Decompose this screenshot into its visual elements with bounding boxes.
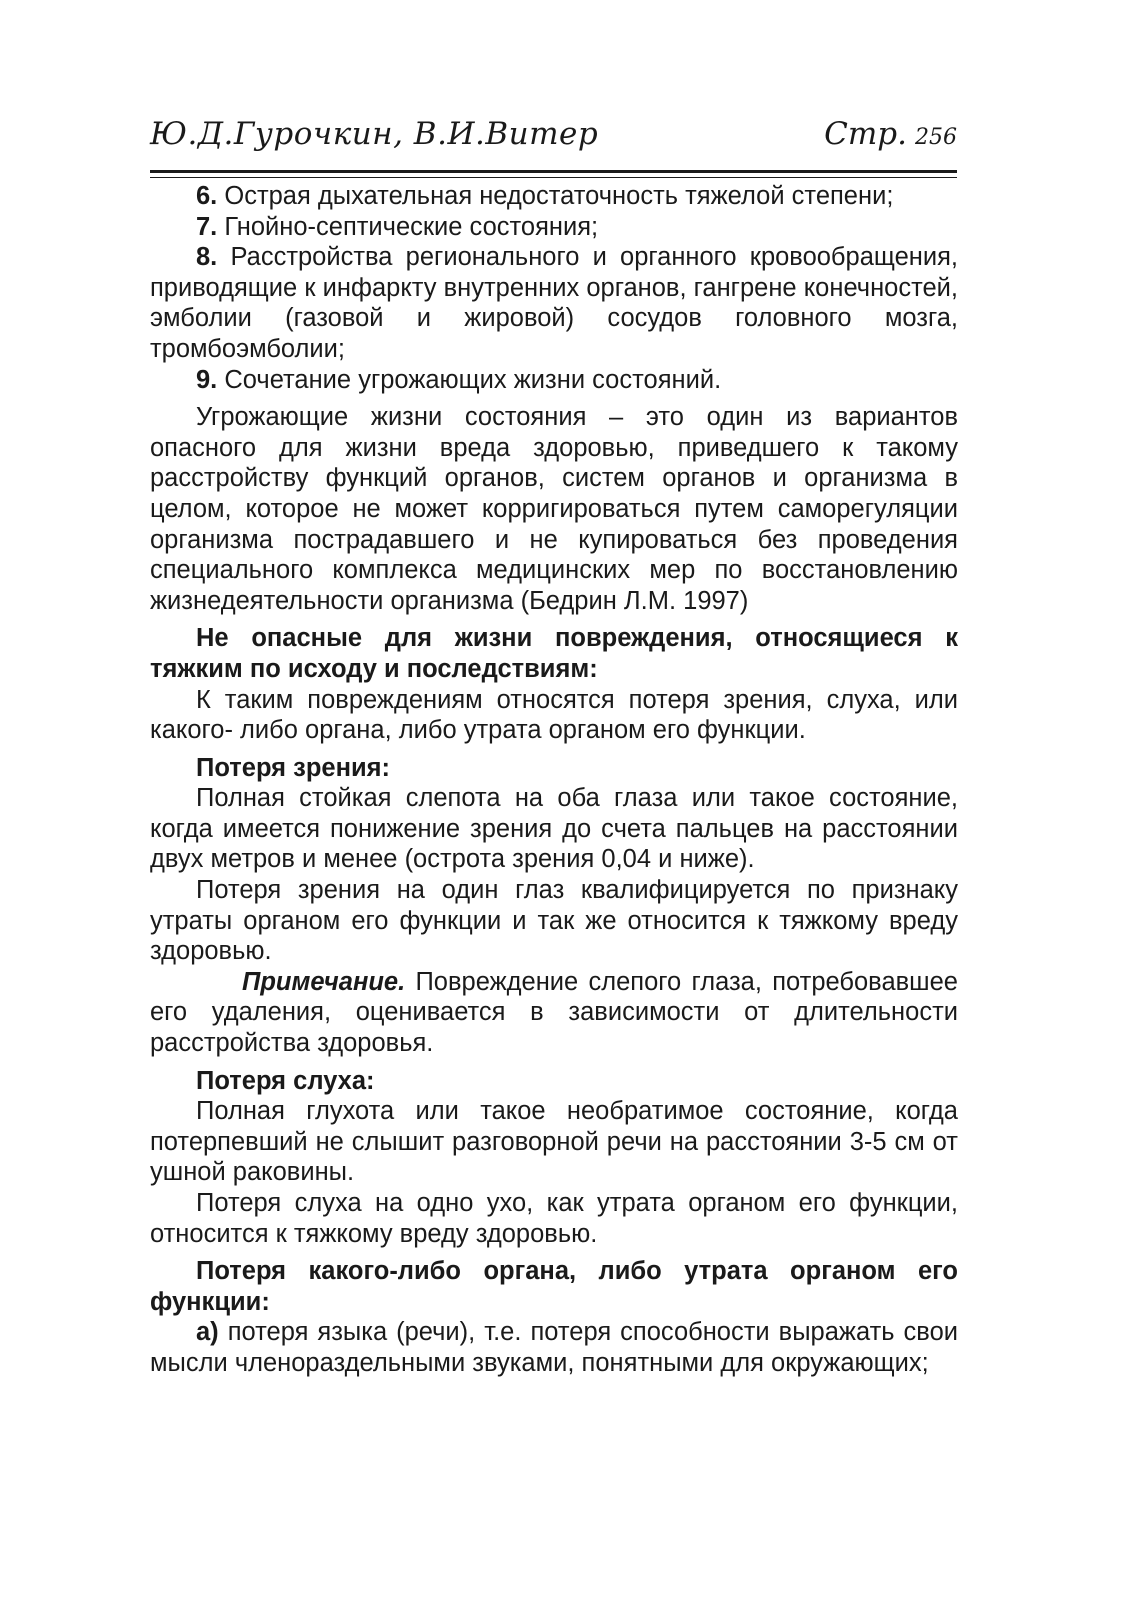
list-item-a bbox=[150, 1317, 958, 1378]
list-item-7 bbox=[150, 212, 958, 243]
heading-nonfatal-injuries: Не опасные для жизни повреждения, относящиеся к тяжким по исходу и последствиям: bbox=[150, 624, 958, 683]
list-number: 6. bbox=[196, 182, 218, 210]
vision-paragraph-2: Потеря зрения на один глаз квалифицируется по признаку утраты органом его функции и так же относится к тяжкому вреду здоровью. bbox=[150, 876, 958, 966]
list-number: 9. bbox=[196, 365, 218, 394]
page-content bbox=[150, 181, 958, 1379]
header-rule-thin bbox=[150, 177, 957, 178]
threatening-states-paragraph: Угрожающие жизни состояния – это один из вариантов опасного для жизни вреда здоровью, приведшего к такому расстройству функций органов, систем органов и организма в целом, которое не может корригироваться путем саморегуляции организма пострадавшего и не купироваться без проведения специального комплекса медицинских мер по восстановлению жизнедеятельности организма (Бедрин Л.М. 1997) bbox=[150, 403, 958, 615]
header-authors: Ю.Д.Гурочкин, В.И.Витер bbox=[150, 116, 599, 152]
page-number: 256 bbox=[915, 125, 957, 150]
nonfatal-paragraph: К таким повреждениям относятся потеря зрения, слуха, или какого- либо органа, либо утрата органом его функции. bbox=[150, 685, 958, 745]
list-text: потеря языка (речи), т.е. потеря способности выражать свои мысли членораздельными звуками, понятными для окружающих; bbox=[150, 1318, 958, 1377]
list-number: 7. bbox=[196, 212, 218, 241]
note-text: Повреждение слепого глаза, потребовавшее его удаления, оценивается в зависимости от длительности расстройства здоровья. bbox=[150, 967, 958, 1058]
list-text: Расстройства регионального и органного кровообращения, приводящие к инфаркту внутренних органов, гангрене конечностей, эмболии (газовой и жировой) сосудов головного мозга, тромбоэмболии; bbox=[150, 243, 958, 363]
list-letter: а) bbox=[196, 1318, 219, 1347]
list-number: 8. bbox=[196, 243, 218, 272]
list-text: Острая дыхательная недостаточность тяжелой степени; bbox=[217, 182, 894, 210]
page-label: Стр. bbox=[824, 116, 907, 152]
hearing-paragraph-2: Потеря слуха на одно ухо, как утрата органом его функции, относится к тяжкому вреду здоровью. bbox=[150, 1189, 958, 1248]
vision-paragraph-1: Полная стойкая слепота на оба глаза или такое состояние, когда имеется понижение зрения до счета пальцев на расстоянии двух метров и менее (острота зрения 0,04 и ниже). bbox=[150, 784, 958, 874]
note-paragraph bbox=[150, 967, 958, 1059]
list-item-6 bbox=[150, 181, 958, 212]
heading-organ-loss: Потеря какого-либо органа, либо утрата органом его функции: bbox=[150, 1257, 958, 1316]
list-item-9 bbox=[150, 365, 958, 396]
header-rule-thick bbox=[150, 170, 957, 173]
header-page-number bbox=[824, 116, 957, 152]
heading-vision-loss: Потеря зрения: bbox=[196, 753, 391, 782]
list-item-8 bbox=[150, 242, 958, 364]
list-text: Гнойно-септические состояния; bbox=[217, 212, 599, 241]
heading-hearing-loss: Потеря слуха: bbox=[196, 1066, 375, 1095]
running-header bbox=[150, 112, 957, 170]
hearing-paragraph-1: Полная глухота или такое необратимое состояние, когда потерпевший не слышит разговорной речи на расстоянии 3-5 см от ушной раковины. bbox=[150, 1097, 958, 1187]
list-text: Сочетание угрожающих жизни состояний. bbox=[217, 365, 722, 394]
note-label: Примечание. bbox=[242, 967, 406, 996]
